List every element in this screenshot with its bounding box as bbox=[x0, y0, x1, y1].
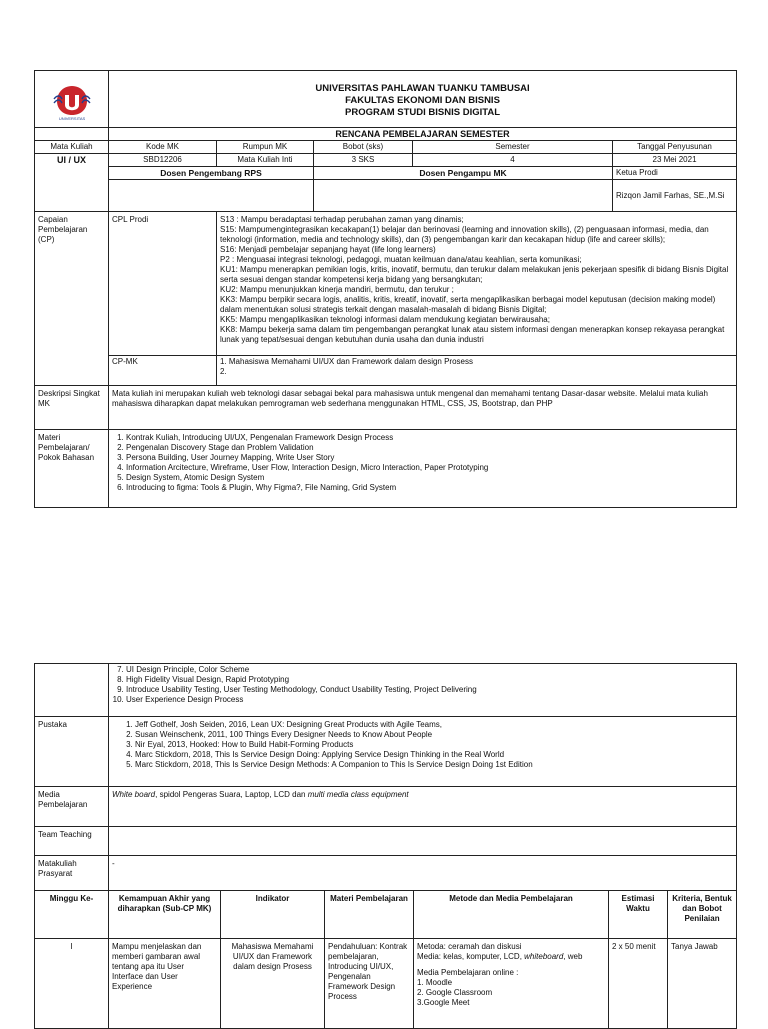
cpl-prodi-list bbox=[217, 212, 737, 356]
description-text: Mata kuliah ini merupakan kuliah web teknologi dasar sebagai bekal para mahasiswa untuk mengenal dan memahami tentang Dasar-dasar website. Melalui mata kuliah mahasiswa diharapkan dapat melakukan pemrograman web sederhana menggunakan HTML, CSS, JS, Bootstrap, dan PHP bbox=[109, 386, 737, 430]
media-line-c: , web bbox=[563, 952, 583, 961]
material-item: 1. Kontrak Kuliah, Introducing UI/UX, Pengenalan Framework Design Process bbox=[126, 433, 733, 443]
schedule-row bbox=[35, 939, 737, 1029]
value-semester: 4 bbox=[413, 154, 613, 167]
cpl-item: KU2: Mampu menunjukkan kinerja mandiri, bermutu, dan terukur ; bbox=[220, 285, 454, 294]
header-method: Metode dan Media Pembelajaran bbox=[414, 891, 609, 939]
media-equipment: multi media class equipment bbox=[307, 790, 409, 799]
row-week: I bbox=[35, 939, 109, 1029]
cp-mk-list bbox=[217, 356, 737, 386]
svg-text:UNIVERSITAS: UNIVERSITAS bbox=[58, 116, 85, 121]
reference-item: 5. Marc Stickdorn, 2018, This Is Service Design Methods: A Companion to This Is Service Design Doing 1st Edition bbox=[135, 760, 733, 770]
label-semester: Semester bbox=[413, 141, 613, 154]
university-logo bbox=[51, 83, 93, 121]
row-ability: Mampu menjelaskan dan memberi gambaran awal tentang apa itu User Interface dan User Experience bbox=[109, 939, 221, 1029]
prereq-label: Matakuliah Prasyarat bbox=[35, 856, 109, 891]
reference-item: 4. Marc Stickdorn, 2018, This Is Service Design Doing: Applying Service Design Thinking in the Real World bbox=[135, 750, 733, 760]
value-rumpun-mk: Mata Kuliah Inti bbox=[217, 154, 314, 167]
material-item: 9. Introduce Usability Testing, User Testing Methodology, Conduct Usability Testing, Project Delivering bbox=[126, 685, 733, 695]
description-label: Deskripsi Singkat MK bbox=[35, 386, 109, 430]
course-name: UI / UX bbox=[35, 154, 109, 212]
value-kode-mk: SBD12206 bbox=[109, 154, 217, 167]
row-indicator: Mahasiswa Memahami UI/UX dan Framework dalam design Prosess bbox=[221, 939, 325, 1029]
label-kode-mk: Kode MK bbox=[109, 141, 217, 154]
row-time: 2 x 50 menit bbox=[609, 939, 668, 1029]
header-material: Materi Pembelajaran bbox=[325, 891, 414, 939]
row-method bbox=[414, 939, 609, 1029]
team-teaching-label: Team Teaching bbox=[35, 827, 109, 856]
media-middle-text: , spidol Pengeras Suara, Laptop, LCD dan bbox=[155, 790, 308, 799]
dosen-pengembang-value bbox=[109, 180, 314, 212]
media-line bbox=[417, 952, 605, 962]
references-label: Pustaka bbox=[35, 717, 109, 787]
cpl-item: KK3: Mampu berpikir secara logis, analitis, kritis, kreatif, inovatif, serta mengaplikasikan berbagai model keputusan (decision making model) dalam menentukan solusi strategis terkait dengan masalah-masalah di bidang Bisnis Digital; bbox=[220, 295, 716, 314]
cp-label: Capaian Pembelajaran (CP) bbox=[35, 212, 109, 386]
value-tanggal: 23 Mei 2021 bbox=[613, 154, 737, 167]
online-media-item: 2. Google Classroom bbox=[417, 988, 493, 997]
header-time: Estimasi Waktu bbox=[609, 891, 668, 939]
header-week: Minggu Ke- bbox=[35, 891, 109, 939]
material-item: 6. Introducing to figma: Tools & Plugin, Why Figma?, File Naming, Grid System bbox=[126, 483, 733, 493]
schedule-header-row bbox=[35, 891, 737, 939]
program-name: PROGRAM STUDI BISNIS DIGITAL bbox=[345, 106, 501, 118]
row-material: Pendahuluan: Kontrak pembelajaran, Introducing UI/UX, Pengenalan Framework Design Process bbox=[325, 939, 414, 1029]
online-media-item: 1. Moodle bbox=[417, 978, 453, 987]
team-teaching-value bbox=[109, 827, 737, 856]
cpl-item: KU1: Mampu menerapkan pemikian logis, kritis, inovatif, bermutu, dan terukur dalam melakukan jenis pekerjaan spesifik di bidang Bisnis Digital serta sesuai dengan standar kompetensi kerja bidang yang bersangkutan; bbox=[220, 265, 729, 284]
header-ability: Kemampuan Akhir yang diharapkan (Sub-CP MK) bbox=[109, 891, 221, 939]
cpl-item: S13 : Mampu beradaptasi terhadap perubahan zaman yang dinamis; bbox=[220, 215, 464, 224]
material-item: 2. Pengenalan Discovery Stage dan Problem Validation bbox=[126, 443, 733, 453]
materials-list-continued bbox=[109, 664, 737, 717]
rps-detail-table bbox=[34, 663, 737, 1029]
dosen-pengampu-value bbox=[314, 180, 613, 212]
university-name: UNIVERSITAS PAHLAWAN TUANKU TAMBUSAI bbox=[315, 82, 530, 94]
institution-header bbox=[109, 71, 737, 128]
material-item: 4. Information Arcitecture, Wireframe, User Flow, Interaction Design, Micro Interaction, Paper Prototyping bbox=[126, 463, 733, 473]
label-rumpun-mk: Rumpun MK bbox=[217, 141, 314, 154]
header-criteria: Kriteria, Bentuk dan Bobot Penilaian bbox=[668, 891, 737, 939]
cp-mk-label: CP-MK bbox=[109, 356, 217, 386]
rps-header-table bbox=[34, 70, 737, 508]
label-tanggal: Tanggal Penyusunan bbox=[613, 141, 737, 154]
material-item: 8. High Fidelity Visual Design, Rapid Prototyping bbox=[126, 675, 733, 685]
cpl-item: S16: Menjadi pembelajar sepanjang hayat (life long learners) bbox=[220, 245, 436, 254]
media-line-whiteboard: whiteboard bbox=[524, 952, 564, 961]
cpl-item: P2 : Menguasai integrasi teknologi, pedagogi, muatan keilmuan dana/atau keahlian, serta komunikasi; bbox=[220, 255, 582, 264]
document-title: RENCANA PEMBELAJARAN SEMESTER bbox=[109, 128, 737, 141]
media-text bbox=[109, 787, 737, 827]
faculty-name: FAKULTAS EKONOMI DAN BISNIS bbox=[345, 94, 500, 106]
cp-mk-item: 2. bbox=[220, 367, 227, 376]
reference-item: 2. Susan Weinschenk, 2011, 100 Things Every Designer Needs to Know About People bbox=[135, 730, 733, 740]
label-bobot: Bobot (sks) bbox=[314, 141, 413, 154]
material-item: 3. Persona Building, User Journey Mapping, Write User Story bbox=[126, 453, 733, 463]
ketua-prodi-name: Rizqon Jamil Farhas, SE.,M.Si bbox=[613, 180, 737, 212]
media-label: Media Pembelajaran bbox=[35, 787, 109, 827]
cpl-item: KK5: Mampu mengaplikasikan teknologi informasi dalam mendukung kegiatan berwirausaha; bbox=[220, 315, 550, 324]
materials-list bbox=[109, 430, 737, 508]
material-item: 7. UI Design Principle, Color Scheme bbox=[126, 665, 733, 675]
online-media-item: 3.Google Meet bbox=[417, 998, 470, 1007]
dosen-pengampu-label: Dosen Pengampu MK bbox=[314, 167, 613, 180]
ketua-prodi-label: Ketua Prodi bbox=[613, 167, 737, 180]
label-mata-kuliah: Mata Kuliah bbox=[35, 141, 109, 154]
online-media-label: Media Pembelajaran online : bbox=[417, 968, 519, 977]
logo-cell bbox=[35, 71, 109, 128]
cpl-item: S15: Mampumengintegrasikan kecakapan(1) belajar dan berinovasi (learning and innovation skills), (2) penguasaan informasi, media, dan teknologi (information, media and technology skills), dan (3) pengembangan karir dan kecakapan hidup (life and career skills); bbox=[220, 225, 709, 244]
prereq-value: - bbox=[109, 856, 737, 891]
header-indicator: Indikator bbox=[221, 891, 325, 939]
references-list bbox=[109, 717, 737, 787]
reference-item: 3. Nir Eyal, 2013, Hooked: How to Build Habit-Forming Products bbox=[135, 740, 733, 750]
value-bobot: 3 SKS bbox=[314, 154, 413, 167]
dosen-pengembang-label: Dosen Pengembang RPS bbox=[109, 167, 314, 180]
materials-label: Materi Pembelajaran/ Pokok Bahasan bbox=[35, 430, 109, 508]
cpl-item: KK8: Mampu bekerja sama dalam tim pengembangan perangkat lunak atau sistem informasi dengan menerapkan konsep rekayasa perangkat lunak yang tepat/sesuai dengan kebutuhan dunia usaha dan dunia industri bbox=[220, 325, 725, 344]
row-criteria: Tanya Jawab bbox=[668, 939, 737, 1029]
reference-item: 1. Jeff Gothelf, Josh Seiden, 2016, Lean UX: Designing Great Products with Agile Teams, bbox=[135, 720, 733, 730]
material-item: 10. User Experience Design Process bbox=[126, 695, 733, 705]
cp-mk-item: 1. Mahasiswa Memahami UI/UX dan Framework dalam design Prosess bbox=[220, 357, 473, 366]
media-whiteboard: White board bbox=[112, 790, 156, 799]
cpl-prodi-label: CPL Prodi bbox=[109, 212, 217, 356]
media-line-a: Media: kelas, komputer, LCD, bbox=[417, 952, 525, 961]
material-item: 5. Design System, Atomic Design System bbox=[126, 473, 733, 483]
method-line: Metoda: ceramah dan diskusi bbox=[417, 942, 522, 951]
